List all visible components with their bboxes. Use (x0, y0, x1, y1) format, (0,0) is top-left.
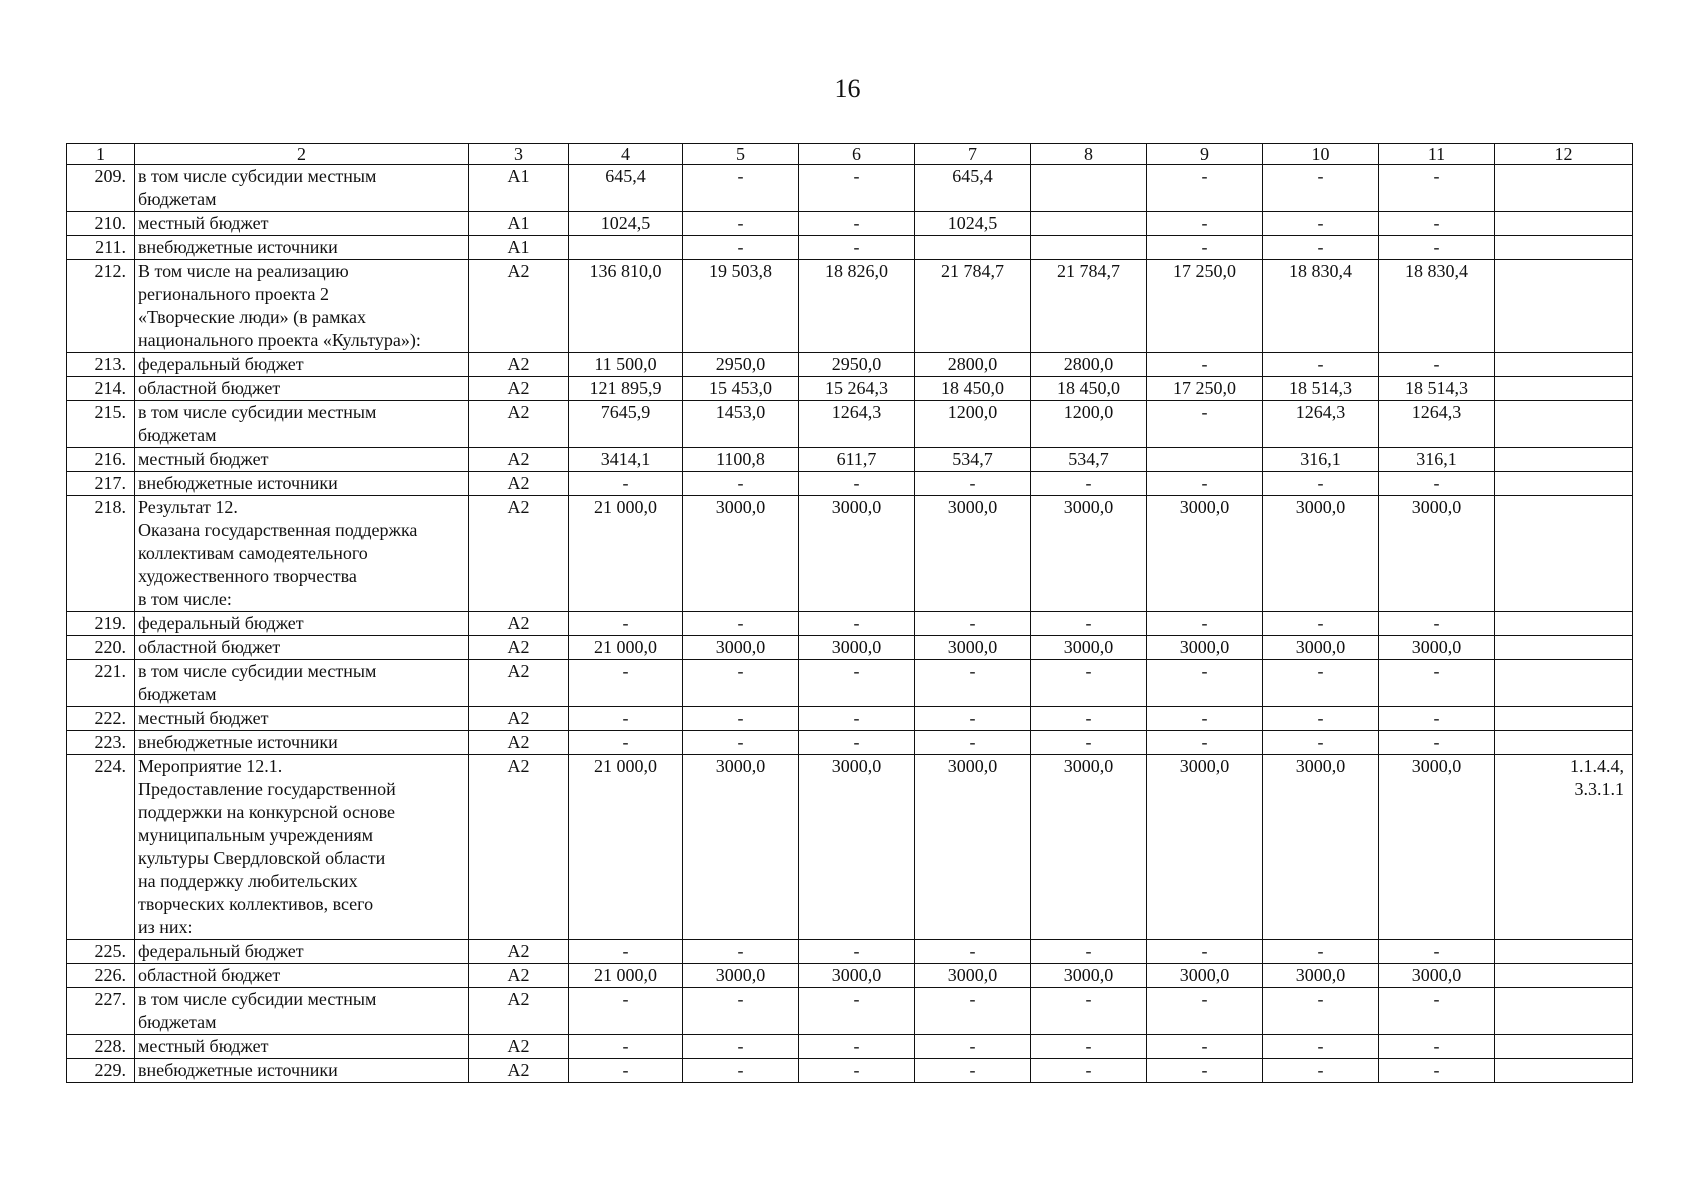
amount-cell: 3000,0 (1031, 496, 1147, 612)
row-code: А2 (469, 496, 569, 612)
amount-cell: 3000,0 (1031, 964, 1147, 988)
table-row (67, 260, 1633, 353)
target-indicator-cell (1495, 707, 1633, 731)
target-indicator-cell (1495, 1035, 1633, 1059)
amount-cell: 17 250,0 (1147, 377, 1263, 401)
amount-cell: 3000,0 (683, 496, 799, 612)
row-number: 216. (67, 448, 135, 472)
amount-cell: - (569, 1059, 683, 1083)
table-row (67, 1059, 1633, 1083)
amount-cell: 2800,0 (1031, 353, 1147, 377)
row-number: 219. (67, 612, 135, 636)
row-description: областной бюджет (135, 377, 469, 401)
amount-cell: 15 453,0 (683, 377, 799, 401)
amount-cell: - (683, 707, 799, 731)
amount-cell: 3000,0 (799, 636, 915, 660)
table-row (67, 755, 1633, 940)
page-number: 16 (834, 74, 861, 103)
table-row (67, 707, 1633, 731)
column-header: 10 (1263, 144, 1379, 165)
amount-cell: 3000,0 (799, 755, 915, 940)
row-code: А2 (469, 636, 569, 660)
row-number: 225. (67, 940, 135, 964)
table-row (67, 612, 1633, 636)
target-indicator-cell (1495, 236, 1633, 260)
row-code: А1 (469, 236, 569, 260)
amount-cell: 3000,0 (1379, 636, 1495, 660)
amount-cell: - (1379, 940, 1495, 964)
column-header: 5 (683, 144, 799, 165)
amount-cell: - (1147, 707, 1263, 731)
amount-cell: 3000,0 (1031, 636, 1147, 660)
row-code: А2 (469, 731, 569, 755)
amount-cell: 18 450,0 (1031, 377, 1147, 401)
table-row (67, 940, 1633, 964)
target-indicator-cell (1495, 1059, 1633, 1083)
table-body (67, 165, 1633, 1083)
row-description: В том числе на реализацию регионального проекта 2 «Творческие люди» (в рамках национального проекта «Культура»): (135, 260, 469, 353)
amount-cell: 18 830,4 (1379, 260, 1495, 353)
amount-cell: - (683, 472, 799, 496)
amount-cell: - (1147, 988, 1263, 1035)
row-code: А2 (469, 1035, 569, 1059)
row-number: 214. (67, 377, 135, 401)
row-number: 223. (67, 731, 135, 755)
amount-cell: 3000,0 (683, 964, 799, 988)
budget-table (66, 143, 1633, 1083)
amount-cell: 3000,0 (915, 964, 1031, 988)
target-indicator-cell (1495, 496, 1633, 612)
amount-cell: - (1147, 236, 1263, 260)
amount-cell: 3000,0 (1379, 496, 1495, 612)
amount-cell: - (1147, 1035, 1263, 1059)
amount-cell: 3000,0 (1147, 755, 1263, 940)
amount-cell: - (683, 212, 799, 236)
amount-cell: 1024,5 (915, 212, 1031, 236)
amount-cell: - (1263, 988, 1379, 1035)
amount-cell: - (1263, 731, 1379, 755)
amount-cell: - (1147, 1059, 1263, 1083)
target-indicator-cell (1495, 377, 1633, 401)
amount-cell: - (1147, 660, 1263, 707)
amount-cell: - (1263, 353, 1379, 377)
amount-cell: 1200,0 (915, 401, 1031, 448)
table-row (67, 636, 1633, 660)
amount-cell: - (1379, 1059, 1495, 1083)
amount-cell: - (915, 731, 1031, 755)
table-row (67, 731, 1633, 755)
amount-cell: - (799, 236, 915, 260)
amount-cell: - (1263, 707, 1379, 731)
amount-cell: 18 450,0 (915, 377, 1031, 401)
target-indicator-cell (1495, 660, 1633, 707)
row-number: 212. (67, 260, 135, 353)
amount-cell: - (799, 988, 915, 1035)
row-description: в том числе субсидии местным бюджетам (135, 165, 469, 212)
amount-cell: - (1147, 353, 1263, 377)
amount-cell: 3000,0 (1379, 755, 1495, 940)
target-indicator-cell (1495, 165, 1633, 212)
amount-cell: - (683, 1035, 799, 1059)
table-row (67, 165, 1633, 212)
column-header: 11 (1379, 144, 1495, 165)
amount-cell: 3000,0 (799, 496, 915, 612)
amount-cell: - (1147, 472, 1263, 496)
table-row (67, 236, 1633, 260)
row-number: 228. (67, 1035, 135, 1059)
amount-cell: - (915, 707, 1031, 731)
column-header: 12 (1495, 144, 1633, 165)
amount-cell: - (1263, 165, 1379, 212)
amount-cell: - (1263, 612, 1379, 636)
table-row (67, 377, 1633, 401)
row-code: А2 (469, 660, 569, 707)
table-row (67, 472, 1633, 496)
amount-cell: 1453,0 (683, 401, 799, 448)
target-indicator-cell (1495, 636, 1633, 660)
amount-cell: 7645,9 (569, 401, 683, 448)
amount-cell: - (1263, 212, 1379, 236)
row-number: 222. (67, 707, 135, 731)
row-number: 227. (67, 988, 135, 1035)
amount-cell: 3000,0 (1147, 636, 1263, 660)
row-number: 229. (67, 1059, 135, 1083)
amount-cell (915, 236, 1031, 260)
row-description: внебюджетные источники (135, 731, 469, 755)
row-number: 218. (67, 496, 135, 612)
row-code: А2 (469, 472, 569, 496)
row-description: в том числе субсидии местным бюджетам (135, 401, 469, 448)
row-code: А2 (469, 260, 569, 353)
amount-cell: 19 503,8 (683, 260, 799, 353)
row-number: 221. (67, 660, 135, 707)
amount-cell: 2950,0 (683, 353, 799, 377)
amount-cell: 3000,0 (1147, 964, 1263, 988)
amount-cell: - (683, 731, 799, 755)
column-header: 4 (569, 144, 683, 165)
amount-cell: 136 810,0 (569, 260, 683, 353)
column-header: 7 (915, 144, 1031, 165)
row-description: федеральный бюджет (135, 612, 469, 636)
amount-cell: - (799, 940, 915, 964)
amount-cell: - (569, 940, 683, 964)
amount-cell: - (915, 940, 1031, 964)
amount-cell: 11 500,0 (569, 353, 683, 377)
amount-cell: - (1379, 731, 1495, 755)
amount-cell: - (1263, 472, 1379, 496)
row-number: 220. (67, 636, 135, 660)
row-code: А2 (469, 988, 569, 1035)
amount-cell: 3000,0 (799, 964, 915, 988)
amount-cell (1031, 165, 1147, 212)
amount-cell: - (1379, 707, 1495, 731)
amount-cell: - (799, 472, 915, 496)
column-header: 2 (135, 144, 469, 165)
amount-cell: 3000,0 (915, 636, 1031, 660)
amount-cell: - (1379, 165, 1495, 212)
target-indicator-cell (1495, 401, 1633, 448)
target-indicator-cell (1495, 448, 1633, 472)
amount-cell: 534,7 (915, 448, 1031, 472)
table-row (67, 660, 1633, 707)
amount-cell: 611,7 (799, 448, 915, 472)
amount-cell: - (799, 707, 915, 731)
row-number: 210. (67, 212, 135, 236)
amount-cell: - (1031, 940, 1147, 964)
amount-cell: - (1147, 165, 1263, 212)
amount-cell: 645,4 (569, 165, 683, 212)
amount-cell: 3000,0 (1147, 496, 1263, 612)
amount-cell: - (799, 1035, 915, 1059)
amount-cell: - (1031, 1035, 1147, 1059)
amount-cell: - (799, 660, 915, 707)
row-code: А2 (469, 377, 569, 401)
amount-cell: - (1379, 612, 1495, 636)
row-description: областной бюджет (135, 964, 469, 988)
row-number: 217. (67, 472, 135, 496)
header-row (67, 144, 1633, 165)
amount-cell: 21 784,7 (915, 260, 1031, 353)
amount-cell: - (1031, 1059, 1147, 1083)
amount-cell: - (799, 212, 915, 236)
amount-cell: 1200,0 (1031, 401, 1147, 448)
amount-cell: 1100,8 (683, 448, 799, 472)
amount-cell (1147, 448, 1263, 472)
row-code: А2 (469, 612, 569, 636)
amount-cell: - (1147, 940, 1263, 964)
amount-cell: - (683, 988, 799, 1035)
target-indicator-cell (1495, 612, 1633, 636)
table-row (67, 353, 1633, 377)
row-code: А2 (469, 940, 569, 964)
amount-cell: 3000,0 (1263, 964, 1379, 988)
row-description: местный бюджет (135, 448, 469, 472)
target-indicator-cell: 1.1.4.4, 3.3.1.1 (1495, 755, 1633, 940)
amount-cell: - (683, 940, 799, 964)
amount-cell: - (569, 660, 683, 707)
row-description: Результат 12. Оказана государственная поддержка коллективам самодеятельного художественного творчества в том числе: (135, 496, 469, 612)
table-row (67, 1035, 1633, 1059)
amount-cell: - (569, 1035, 683, 1059)
row-description: внебюджетные источники (135, 236, 469, 260)
amount-cell: 21 000,0 (569, 964, 683, 988)
row-description: местный бюджет (135, 1035, 469, 1059)
amount-cell: - (1031, 707, 1147, 731)
amount-cell: 2950,0 (799, 353, 915, 377)
row-code: А2 (469, 964, 569, 988)
amount-cell: - (1263, 1035, 1379, 1059)
amount-cell: - (683, 660, 799, 707)
amount-cell: 1264,3 (1379, 401, 1495, 448)
amount-cell: - (1379, 472, 1495, 496)
row-number: 226. (67, 964, 135, 988)
amount-cell: 645,4 (915, 165, 1031, 212)
amount-cell: - (1147, 731, 1263, 755)
target-indicator-cell (1495, 940, 1633, 964)
amount-cell: 21 000,0 (569, 755, 683, 940)
table-row (67, 964, 1633, 988)
row-number: 209. (67, 165, 135, 212)
table-row (67, 496, 1633, 612)
amount-cell: 3000,0 (683, 636, 799, 660)
amount-cell: 316,1 (1263, 448, 1379, 472)
amount-cell: 3000,0 (915, 755, 1031, 940)
target-indicator-cell (1495, 964, 1633, 988)
amount-cell: - (799, 1059, 915, 1083)
target-indicator-cell (1495, 472, 1633, 496)
amount-cell: - (683, 165, 799, 212)
target-indicator-cell (1495, 212, 1633, 236)
amount-cell: - (1379, 353, 1495, 377)
table-row (67, 988, 1633, 1035)
amount-cell: 3000,0 (1263, 636, 1379, 660)
target-indicator-cell (1495, 353, 1633, 377)
amount-cell: 18 830,4 (1263, 260, 1379, 353)
row-code: А1 (469, 212, 569, 236)
amount-cell: - (1379, 1035, 1495, 1059)
column-header: 6 (799, 144, 915, 165)
amount-cell: 3000,0 (1379, 964, 1495, 988)
row-code: А2 (469, 755, 569, 940)
column-header: 9 (1147, 144, 1263, 165)
row-description: местный бюджет (135, 707, 469, 731)
amount-cell: - (1147, 212, 1263, 236)
amount-cell: - (1379, 236, 1495, 260)
amount-cell: 21 000,0 (569, 496, 683, 612)
amount-cell: 3414,1 (569, 448, 683, 472)
row-code: А2 (469, 707, 569, 731)
amount-cell: 17 250,0 (1147, 260, 1263, 353)
amount-cell: - (1031, 612, 1147, 636)
amount-cell (1031, 236, 1147, 260)
amount-cell: - (799, 165, 915, 212)
amount-cell: - (915, 988, 1031, 1035)
amount-cell: 3000,0 (915, 496, 1031, 612)
row-description: местный бюджет (135, 212, 469, 236)
amount-cell: - (569, 612, 683, 636)
amount-cell: 316,1 (1379, 448, 1495, 472)
amount-cell: - (799, 612, 915, 636)
table-row (67, 448, 1633, 472)
amount-cell: 534,7 (1031, 448, 1147, 472)
amount-cell: - (1263, 1059, 1379, 1083)
row-code: А2 (469, 448, 569, 472)
amount-cell: - (915, 472, 1031, 496)
amount-cell: - (569, 731, 683, 755)
amount-cell: - (1031, 660, 1147, 707)
amount-cell: - (1263, 660, 1379, 707)
row-description: в том числе субсидии местным бюджетам (135, 660, 469, 707)
amount-cell: 18 826,0 (799, 260, 915, 353)
amount-cell: 2800,0 (915, 353, 1031, 377)
row-description: областной бюджет (135, 636, 469, 660)
amount-cell: 1264,3 (799, 401, 915, 448)
amount-cell: 3000,0 (1263, 755, 1379, 940)
row-number: 215. (67, 401, 135, 448)
table-row (67, 212, 1633, 236)
amount-cell: 3000,0 (1263, 496, 1379, 612)
amount-cell: 15 264,3 (799, 377, 915, 401)
row-code: А2 (469, 401, 569, 448)
row-description: федеральный бюджет (135, 940, 469, 964)
table-row (67, 401, 1633, 448)
amount-cell: - (683, 1059, 799, 1083)
amount-cell: - (799, 731, 915, 755)
amount-cell: - (1147, 612, 1263, 636)
amount-cell: 21 000,0 (569, 636, 683, 660)
amount-cell: - (569, 988, 683, 1035)
row-number: 213. (67, 353, 135, 377)
amount-cell: - (569, 707, 683, 731)
amount-cell: - (915, 612, 1031, 636)
row-code: А1 (469, 165, 569, 212)
target-indicator-cell (1495, 988, 1633, 1035)
amount-cell: - (915, 660, 1031, 707)
amount-cell: - (1147, 401, 1263, 448)
amount-cell: 3000,0 (683, 755, 799, 940)
amount-cell: - (915, 1035, 1031, 1059)
column-header: 1 (67, 144, 135, 165)
amount-cell: - (1031, 472, 1147, 496)
row-description: внебюджетные источники (135, 472, 469, 496)
row-number: 211. (67, 236, 135, 260)
column-header: 8 (1031, 144, 1147, 165)
amount-cell: 1024,5 (569, 212, 683, 236)
amount-cell: 18 514,3 (1263, 377, 1379, 401)
amount-cell: - (683, 236, 799, 260)
target-indicator-cell (1495, 731, 1633, 755)
row-code: А2 (469, 353, 569, 377)
amount-cell: - (1263, 236, 1379, 260)
amount-cell (569, 236, 683, 260)
row-description: федеральный бюджет (135, 353, 469, 377)
amount-cell: 3000,0 (1031, 755, 1147, 940)
row-code: А2 (469, 1059, 569, 1083)
amount-cell: 18 514,3 (1379, 377, 1495, 401)
amount-cell: - (1263, 940, 1379, 964)
amount-cell: 21 784,7 (1031, 260, 1147, 353)
amount-cell (1031, 212, 1147, 236)
amount-cell: 1264,3 (1263, 401, 1379, 448)
amount-cell: - (569, 472, 683, 496)
target-indicator-cell (1495, 260, 1633, 353)
row-number: 224. (67, 755, 135, 940)
amount-cell: 121 895,9 (569, 377, 683, 401)
column-header: 3 (469, 144, 569, 165)
amount-cell: - (1379, 660, 1495, 707)
amount-cell: - (1379, 212, 1495, 236)
amount-cell: - (1031, 988, 1147, 1035)
amount-cell: - (1379, 988, 1495, 1035)
amount-cell: - (1031, 731, 1147, 755)
row-description: внебюджетные источники (135, 1059, 469, 1083)
amount-cell: - (915, 1059, 1031, 1083)
amount-cell: - (683, 612, 799, 636)
row-description: Мероприятие 12.1. Предоставление государственной поддержки на конкурсной основе муниципальным учреждениям культуры Свердловской области на поддержку любительских творческих коллективов, всего из них: (135, 755, 469, 940)
row-description: в том числе субсидии местным бюджетам (135, 988, 469, 1035)
